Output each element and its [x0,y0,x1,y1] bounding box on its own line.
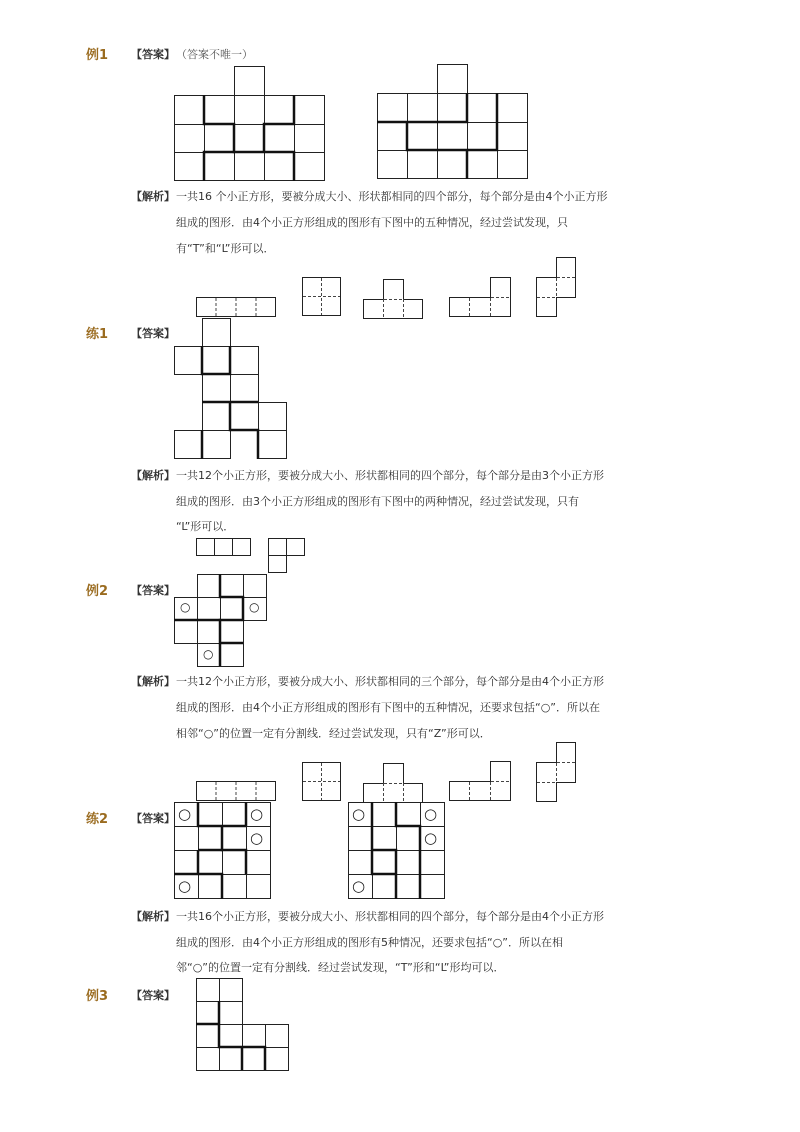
ex1-analysis-tag: 【解析】 [131,190,175,203]
ex2-label: 例2 [86,584,109,599]
ex2-tetromino-i [196,781,278,803]
pr1-analysis-line-3: “L”形可以． [176,520,235,533]
ex2-solution-grid [174,574,270,668]
pr1-label: 练1 [86,327,109,342]
pr2-a-circle-mark-3: ○ [250,829,264,847]
ex2-analysis-line-3: 相邻“○”的位置一定有分割线．经过尝试发现，只有“Z”形可以． [176,727,491,740]
pr1-analysis-tag: 【解析】 [131,469,175,482]
pr2-a-circle-mark-2: ○ [250,805,264,823]
ex2-circle-mark-1: ○ [180,600,191,614]
ex2-analysis-line-2: 组成的图形．由4个小正方形组成的图形有下图中的五种情况，还要求包括“○”．所以在 [176,701,600,714]
ex1-analysis-line-1: 一共16 个小正方形，要被分成大小、形状都相同的四个部分，每个部分是由4个小正方形 [176,190,608,203]
ex2-analysis-line-1: 一共12个小正方形，要被分成大小、形状都相同的三个部分，每个部分是由4个小正方形 [176,675,604,688]
pr2-analysis-line-2: 组成的图形．由4个小正方形组成的图形有5种情况，还要求包括“○”．所以在相 [176,936,563,949]
pr2-b-circle-mark-3: ○ [424,829,438,847]
ex2-tetromino-l [449,761,512,803]
pr2-b-circle-mark-2: ○ [424,805,438,823]
ex1-analysis-line-3: 有“T”和“L”形可以． [176,242,275,255]
pr1-analysis-line-1: 一共12个小正方形，要被分成大小、形状都相同的四个部分，每个部分是由3个小正方形 [176,469,604,482]
ex3-answer-tag: 【答案】 [131,989,175,1002]
pr1-analysis-line-2: 组成的图形．由3个小正方形组成的图形有下图中的两种情况，经过尝试发现，只有 [176,495,579,508]
ex2-tetromino-t [363,763,425,805]
ex1-tetromino-z [536,257,578,319]
pr1-answer-tag: 【答案】 [131,327,175,340]
ex3-label: 例3 [86,989,109,1004]
pr2-analysis-line-3: 邻“○”的位置一定有分割线．经过尝试发现，“T”形和“L”形均可以． [176,961,505,974]
ex1-tetromino-o [302,277,344,319]
ex1-answer-note: （答案不唯一） [176,48,253,61]
ex2-tetromino-o [302,762,344,804]
pr2-label: 练2 [86,812,109,827]
ex1-analysis-line-2: 组成的图形．由4个小正方形组成的图形有下图中的五种情况，经过尝试发现，只 [176,216,568,229]
ex1-tetromino-i [196,297,278,319]
ex1-answer-tag: 【答案】 [131,48,175,61]
pr2-answer-tag: 【答案】 [131,812,175,825]
pr1-tromino-i [196,538,252,558]
pr2-analysis-line-1: 一共16个小正方形，要被分成大小、形状都相同的四个部分，每个部分是由4个小正方形 [176,910,604,923]
pr2-b-circle-mark-4: ○ [352,877,366,895]
ex2-circle-mark-3: ○ [203,647,214,661]
ex2-analysis-tag: 【解析】 [131,675,175,688]
pr2-b-circle-mark-1: ○ [352,805,366,823]
ex1-label: 例1 [86,48,109,63]
ex1-tetromino-l [449,277,512,319]
ex1-solution-grid-a [174,66,326,182]
ex2-circle-mark-2: ○ [249,600,260,614]
ex1-solution-grid-b [377,64,529,180]
pr2-a-circle-mark-1: ○ [178,805,192,823]
ex1-tetromino-t [363,279,425,321]
pr1-solution-grid [174,318,290,462]
pr1-tromino-l [268,538,306,574]
pr2-analysis-tag: 【解析】 [131,910,175,923]
ex2-tetromino-z [536,742,578,804]
ex3-solution-grid [196,978,292,1074]
ex2-answer-tag: 【答案】 [131,584,175,597]
pr2-a-circle-mark-4: ○ [178,877,192,895]
